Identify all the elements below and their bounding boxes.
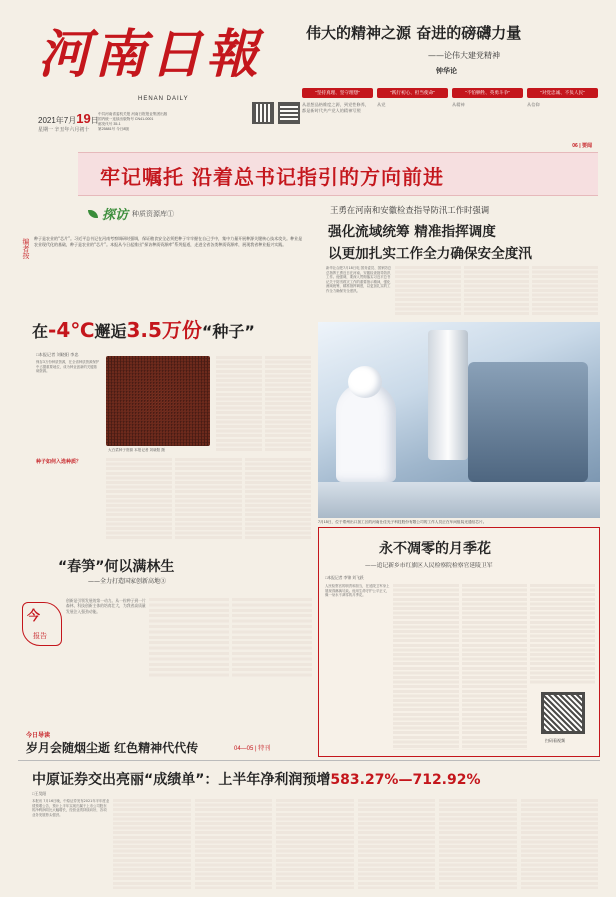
- seed-body-col: [106, 458, 172, 540]
- essay-author: 钟华论: [436, 66, 457, 75]
- rose-byline: □本报记者 李锦 刘飞跃: [325, 576, 364, 580]
- today-report-stamp: [22, 602, 62, 646]
- seed-story: [18, 196, 313, 546]
- photo-equipment: [468, 362, 588, 482]
- rose-headline: 永不凋零的月季花: [379, 541, 491, 557]
- securities-story: [18, 760, 600, 890]
- seed-photo-caption: 大白菜种子资源 本报记者 刘晓阳 摄: [108, 448, 165, 452]
- flood-kicker: 王勇在河南和安徽检查指导防汛工作时强调: [330, 205, 490, 215]
- seed-body-col: 保存3万份种质资源，在全省种质资源保护中占据重要地位，成为种业创新的关键基础资源。: [36, 360, 100, 374]
- essay-tag: “不怕牺牲、英勇斗争”: [452, 88, 523, 98]
- flood-body-col: [532, 266, 598, 316]
- securities-body-col: [358, 799, 435, 889]
- flood-body: [326, 266, 598, 316]
- banner-text: 牢记嘱托 沿着总书记指引的方向前进: [100, 165, 444, 189]
- main-photo: [318, 322, 600, 518]
- promo-pages[interactable]: 04—05 | 特刊: [234, 746, 271, 752]
- headline-banner: [78, 152, 598, 196]
- photo-worker-head: [348, 366, 382, 398]
- column-tag: [88, 204, 174, 223]
- qr-code-icon: [252, 102, 274, 124]
- headline-count: 3.5万份: [126, 318, 202, 342]
- top-essay: [298, 14, 598, 152]
- headline-temperature: -4℃: [48, 318, 95, 342]
- essay-column: 从思想品格维度之源，到党性修养，都是新时代共产党人的精神写照: [302, 102, 370, 113]
- rose-body-col: [530, 584, 595, 684]
- innovation-body-col: 创新是引领发展的第一动力。从一粒种子到一片森林，科技创新主体的培育壮大，为我省高质量发展注入强劲动能。: [66, 598, 146, 614]
- weekday-line: 星期一 辛丑年六月初十: [38, 127, 90, 133]
- essay-column: 从信仰: [527, 102, 540, 107]
- innovation-body-col: [232, 598, 312, 678]
- flood-body-col: [464, 266, 530, 316]
- publisher-line: 国内统一连续出版物号 CN41-0001: [98, 117, 154, 121]
- seed-body-col: [265, 356, 311, 452]
- securities-body-col: 本报讯 7月16日晚，中原证券发布2021年半年度业绩预增公告，预计上半年实现归属于上市公司股东的净利润同比大幅增长，经营业绩持续向好，各项业务发展势头强劲。: [32, 799, 110, 817]
- photo-bench: [318, 482, 600, 518]
- securities-body-col: [113, 799, 190, 889]
- securities-body: [32, 799, 598, 889]
- date-day-suffix: 日: [90, 116, 99, 125]
- seed-right-cols: [216, 356, 311, 452]
- publisher-line: 第25881号 今日8版: [98, 127, 129, 131]
- essay-title: 伟大的精神之源 奋进的磅礴力量: [306, 24, 522, 42]
- publisher-line: 中共河南省委机关报 河南日报报业集团出版: [98, 112, 168, 116]
- date-year-month: 2021年7月: [38, 116, 77, 125]
- page-tag: 06 | 要闻: [572, 143, 592, 149]
- essay-columns: [302, 102, 598, 142]
- flood-body-col: 新华社合肥7月18日电 国务委员、国家防总总指挥王勇近日在河南、安徽检查指导防汛工作。他强调，要深入贯彻落实习近平总书记关于防汛救灾工作的重要指示精神，强化流域统筹，精准指挥调度，以更加扎实的工作全力确保安全度汛。: [326, 266, 392, 293]
- publisher-line: 邮发代号 35-1: [98, 122, 121, 126]
- promo-line[interactable]: 岁月会随烟尘逝 红色精神代代传: [26, 741, 199, 755]
- essay-subtitle: ——论伟大建党精神: [428, 51, 500, 60]
- qr-code-icon: [541, 692, 585, 734]
- seed-body-cols: [106, 458, 311, 540]
- qr-code-icon: [278, 102, 300, 124]
- rose-body-col: 人民检察官的职责和担当，在延陵卫军身上展现得淋漓尽致。他用生命守护公平正义，像一朵永不凋零的月季花。: [325, 584, 390, 598]
- seed-body-col: [175, 458, 241, 540]
- seed-body-col: [216, 356, 262, 452]
- flood-headline-2: 以更加扎实工作全力确保安全度汛: [328, 246, 532, 262]
- innovation-body: [66, 598, 312, 678]
- seed-byline: □本报记者 刘晓阳 李忠: [36, 352, 79, 357]
- stamp-bottom: 报告: [33, 632, 47, 640]
- securities-body-col: [521, 799, 598, 889]
- issue-date: [38, 111, 99, 126]
- editor-note-label: 编者按: [22, 238, 30, 259]
- essay-tag: “践行初心、担当使命”: [377, 88, 448, 98]
- innovation-body-col: [149, 598, 229, 678]
- essay-tag: “对党忠诚、不负人民”: [527, 88, 598, 98]
- rose-body-col: [462, 584, 527, 750]
- rose-story: [318, 527, 600, 757]
- headline-part: “种子”: [201, 322, 255, 341]
- securities-headline-value: 583.27%—712.92%: [330, 772, 481, 788]
- essay-tag: “坚持真理、坚守理想”: [302, 88, 373, 98]
- main-photo-caption: 7月15日，位于郑州出口加工区的河南仕佳光子科技股份有限公司的工作人员正在车间组装光通信芯片。: [318, 520, 487, 524]
- seed-body-col: [245, 458, 311, 540]
- masthead: [20, 14, 300, 154]
- rose-qr-label: 扫码看视频: [545, 738, 565, 743]
- flood-headline-1: 强化流域统筹 精准指挥调度: [328, 224, 496, 240]
- masthead-english: HENAN DAILY: [138, 96, 189, 102]
- promo-strip: [18, 730, 314, 756]
- headline-part: 在: [32, 322, 49, 341]
- column-tag-label: 探访: [102, 208, 129, 223]
- essay-column: 从精神: [452, 102, 465, 107]
- column-name: 种质资源库①: [132, 210, 175, 218]
- securities-body-col: [439, 799, 516, 889]
- stamp-top: 今: [27, 609, 41, 624]
- flood-story: [318, 200, 600, 318]
- securities-body-col: [195, 799, 272, 889]
- leaf-icon: [88, 210, 98, 218]
- securities-headline: [32, 769, 481, 789]
- publisher-info: [98, 112, 238, 132]
- editor-note: 种子是农业的“芯片”。习近平总书记在河南考察调研时强调，保证粮食安全必须把种子牢牢握在自己手中，集中力量开展种源关键核心技术攻关。种业是农业现代化的基础，种子是农业的“芯片”。本报从今日起推出“探访种质资源库”系列报道，走进全省各类种质资源库，展现我省种业振兴实践。: [34, 236, 303, 247]
- essay-tags: [302, 88, 598, 98]
- date-day: 19: [76, 111, 91, 126]
- flood-body-col: [395, 266, 461, 316]
- rose-body-col: [393, 584, 458, 750]
- securities-body-col: [276, 799, 353, 889]
- photo-lamp: [428, 330, 468, 460]
- innovation-subtitle: ——全力打造国家创新高地③: [88, 578, 167, 585]
- securities-headline-text: 中原证券交出亮丽“成绩单”：上半年净利润预增: [32, 772, 331, 788]
- masthead-logo: 河南日報: [38, 24, 263, 85]
- essay-column: 从党: [377, 102, 386, 107]
- rose-subtitle: ——追记新乡市红旗区人民检察院检察官延陵卫军: [365, 563, 493, 569]
- headline-part: 邂逅: [94, 322, 127, 341]
- innovation-headline: “春笋”何以满林生: [58, 559, 175, 575]
- seed-photo: [106, 356, 210, 446]
- promo-kicker: 今日导读: [26, 733, 51, 739]
- innovation-story: [18, 548, 314, 730]
- seed-headline: [32, 314, 255, 343]
- securities-byline: □王昊阳: [32, 791, 47, 796]
- seed-subhead: 种子如何入选种质？: [36, 459, 82, 465]
